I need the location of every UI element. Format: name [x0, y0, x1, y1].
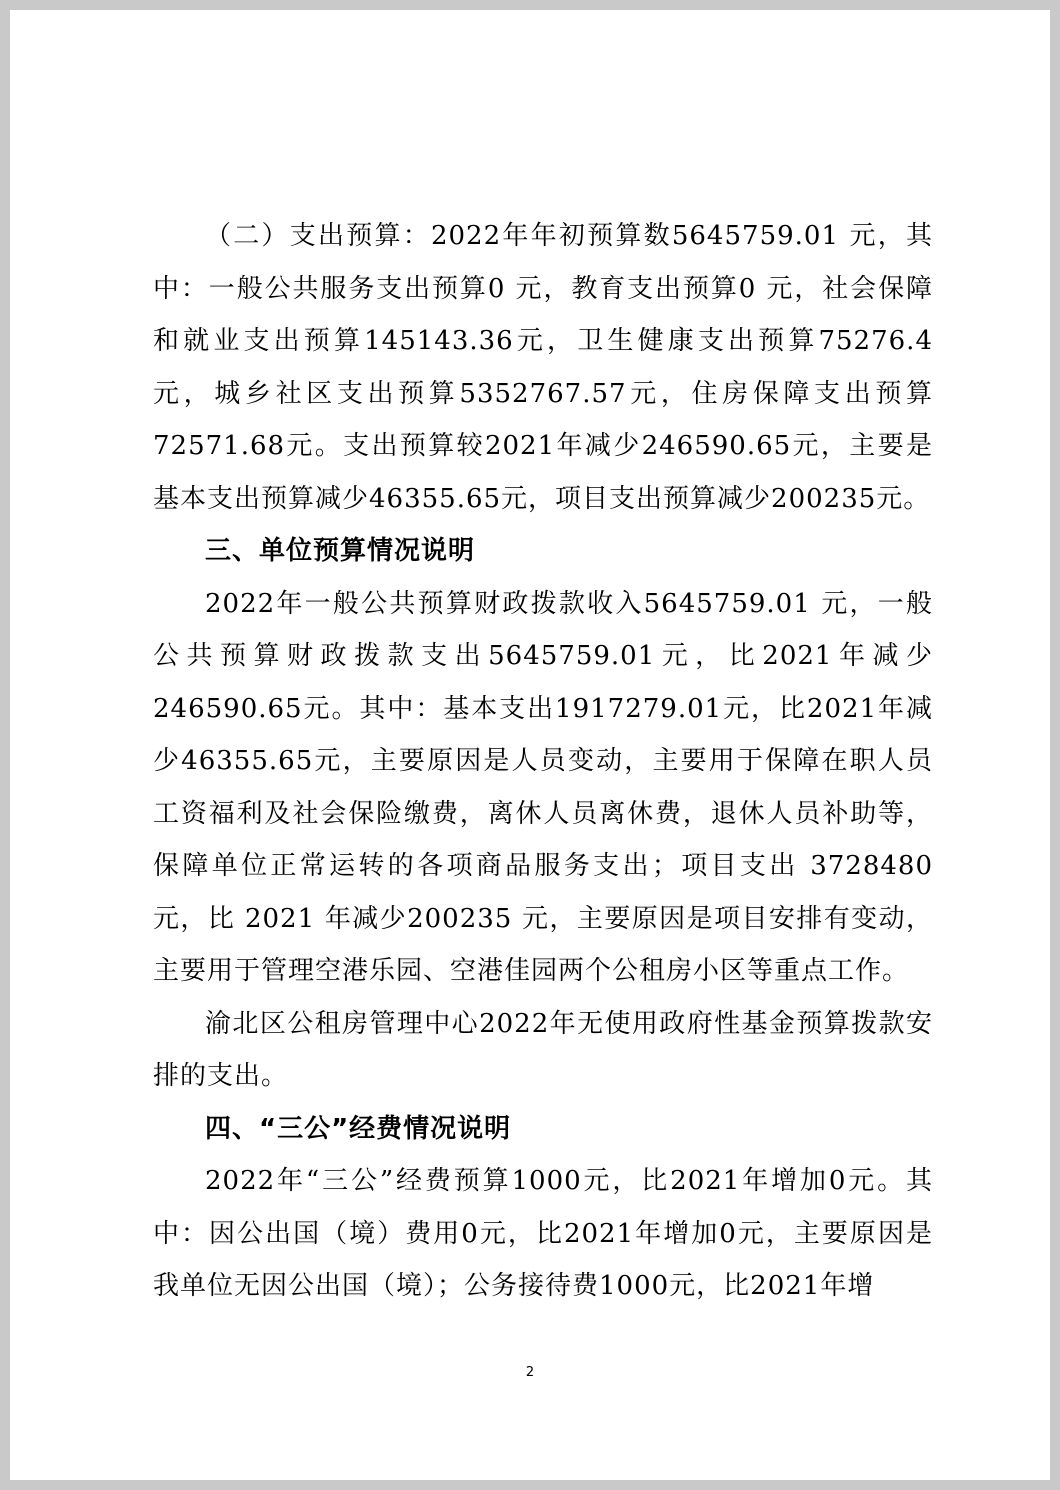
paragraph-general-public-budget: 2022年一般公共预算财政拨款收入5645759.01 元，一般公共预算财政拨款支出5645759.01元，比2021年减少246590.65元。其中：基本支出1917279.01元，比2021年减少46355.65元，主要原因是人员变动，主要用于保障在职人员工资福利及社会保险缴费，离休人员离休费，退休人员补助等，保障单位正常运转的各项商品服务支出；项目支出 3728480 元，比 2021 年减少200235 元，主要原因是项目安排有变动，主要用于管理空港乐园、空港佳园两个公租房小区等重点工作。 — [153, 588, 933, 986]
paragraph-three-public-expenses: 2022年“三公”经费预算1000元，比2021年增加0元。其中：因公出国（境）费用0元，比2021年增加0元，主要原因是我单位无因公出国（境）；公务接待费1000元，比2021年增 — [153, 1166, 933, 1301]
section-heading-three-public-expenses: 四、“三公”经费情况说明 — [205, 1113, 512, 1144]
paragraph-expenditure-budget: （二）支出预算：2022年年初预算数5645759.01 元，其中：一般公共服务支出预算0 元，教育支出预算0 元，社会保障和就业支出预算145143.36元，卫生健康支出预算75276.4 元，城乡社区支出预算5352767.57元，住房保障支出预算 72571.68元。支出预算较2021年减少246590.65元，主要是基本支出预算减少46355.65元，项目支出预算减少200235元。 — [153, 221, 933, 514]
page-number: 2 — [525, 1365, 535, 1380]
document-body — [153, 210, 933, 1313]
paragraph-government-fund: 渝北区公租房管理中心2022年无使用政府性基金预算拨款安排的支出。 — [153, 1008, 933, 1091]
document-page — [10, 10, 1050, 1480]
section-heading-unit-budget: 三、单位预算情况说明 — [205, 536, 476, 566]
